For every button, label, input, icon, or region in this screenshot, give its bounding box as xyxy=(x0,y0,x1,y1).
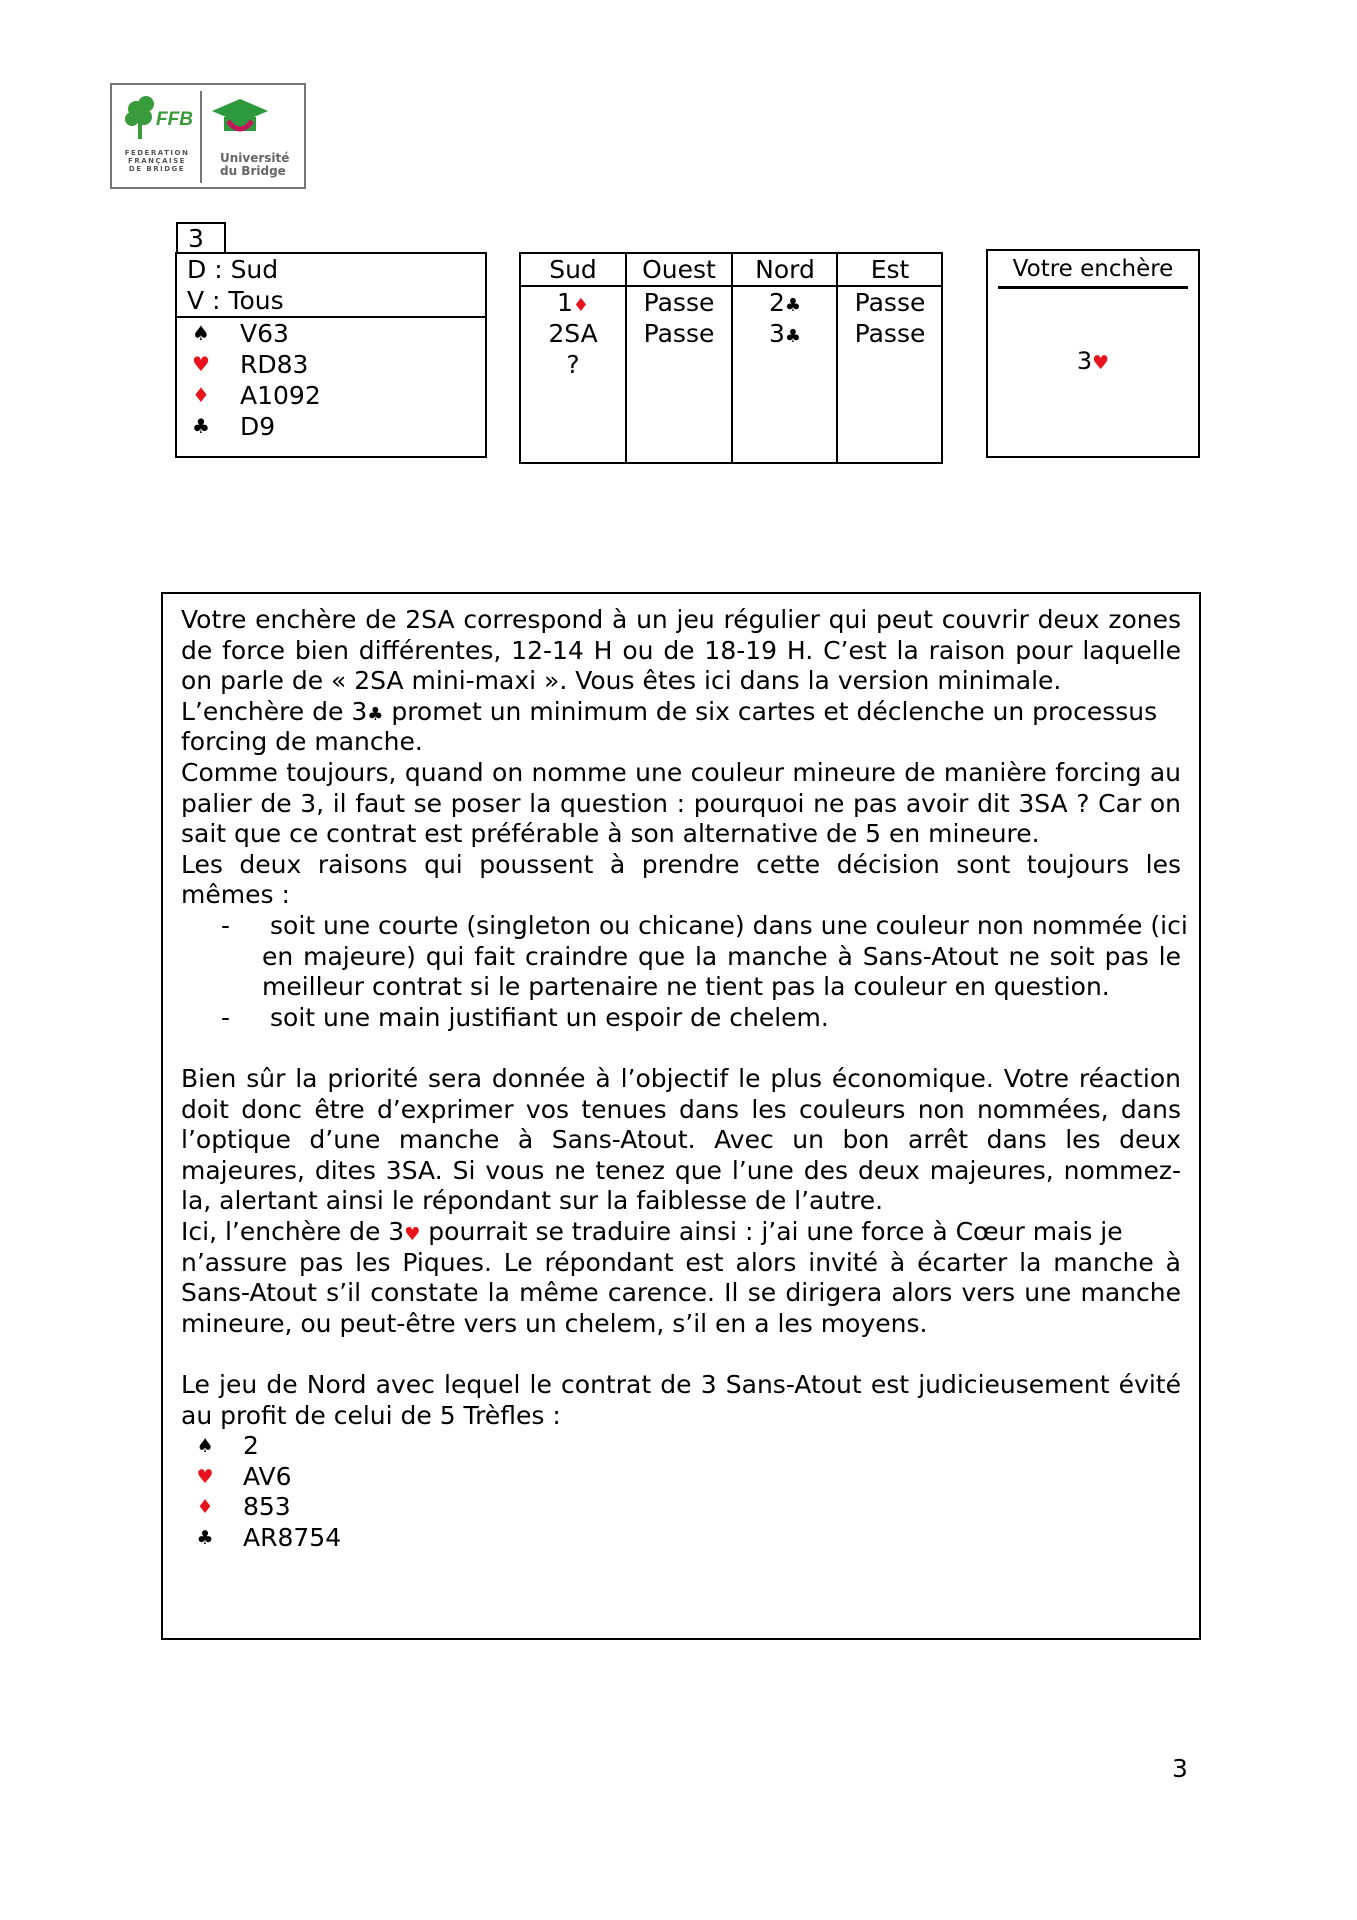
ffb-initials: FFB xyxy=(156,109,193,130)
diamond-icon: ♦ xyxy=(572,295,590,316)
club-icon: ♣ xyxy=(196,1527,214,1549)
graduation-cap-icon xyxy=(210,97,270,139)
text-line: doit donc être d’exprimer vos tenues dans les couleurs non nommées, dans xyxy=(181,1094,1181,1124)
text-line: Bien sûr la priorité sera donnée à l’objectif le plus économique. Votre réaction xyxy=(181,1064,1181,1093)
dealer: D : Sud xyxy=(187,255,279,284)
north-diamond-cards: 853 xyxy=(243,1492,291,1522)
header-ouest: Ouest xyxy=(642,255,716,284)
board-number: 3 xyxy=(176,222,226,252)
text-line: soit une main justifiant un espoir de chelem. xyxy=(270,1002,829,1032)
header-sud: Sud xyxy=(549,255,597,284)
north-club-cards: AR8754 xyxy=(243,1523,342,1552)
diamond-icon: ♦ xyxy=(192,383,210,407)
text-line: de force bien différentes, 12-14 H ou de 18-19 H. C’est la raison pour laquelle xyxy=(181,635,1181,665)
text-line: Les deux raisons qui poussent à prendre cette décision sont toujours les xyxy=(181,849,1181,879)
spade-icon: ♠ xyxy=(196,1435,214,1458)
north-heart-cards: AV6 xyxy=(243,1461,292,1491)
text-line: Comme toujours, quand on nomme une couleur mineure de manière forcing au xyxy=(181,758,1181,787)
text-line: Ici, l’enchère de 3♥ pourrait se traduire ainsi : j’ai une force à Cœur mais je xyxy=(181,1217,1123,1246)
header-nord: Nord xyxy=(755,255,815,284)
header-est: Est xyxy=(870,255,910,284)
club-icon: ♣ xyxy=(784,326,802,347)
text-line: au profit de celui de 5 Trèfles : xyxy=(181,1400,561,1430)
club-icon: ♣ xyxy=(192,414,210,438)
vulnerability: V : Tous xyxy=(187,286,284,315)
bid-ouest-2: Passe xyxy=(643,319,715,348)
universite-name: Université du Bridge xyxy=(220,151,290,178)
logo-divider xyxy=(200,91,202,183)
commentary-box xyxy=(161,592,1201,1640)
bid-est-1: Passe xyxy=(854,288,926,317)
diamond-icon: ♦ xyxy=(196,1496,214,1519)
heart-icon: ♥ xyxy=(196,1465,214,1488)
text-line: palier de 3, il faut se poser la question : pourquoi ne pas avoir dit 3SA ? Car on xyxy=(181,788,1181,818)
text-line: mineure, ou peut-être vers un chelem, s’il en a les moyens. xyxy=(181,1308,928,1338)
spade-cards: V63 xyxy=(240,319,289,348)
heart-cards: RD83 xyxy=(240,350,309,379)
south-hand-box xyxy=(175,252,487,458)
text-line: Sans-Atout s’il constate la même carence. Il se dirigera alors vers une manche xyxy=(181,1278,1181,1308)
text-line: en majeure) qui fait craindre que la manche à Sans-Atout ne soit pas le xyxy=(262,941,1181,971)
answer-box xyxy=(986,249,1200,458)
heart-icon: ♥ xyxy=(404,1224,421,1245)
bidding-table xyxy=(519,252,943,464)
text-line: mêmes : xyxy=(181,880,290,910)
text-line: Le jeu de Nord avec lequel le contrat de 3 Sans-Atout est judicieusement évité xyxy=(181,1370,1181,1399)
bullet-dash: - xyxy=(221,911,231,940)
bid-nord-2: 3♣ xyxy=(768,319,802,348)
text-line: Votre enchère de 2SA correspond à un jeu régulier qui peut couvrir deux zones xyxy=(181,605,1181,634)
diamond-cards: A1092 xyxy=(240,381,321,410)
text-line: majeures, dites 3SA. Si vous ne tenez que l’une des deux majeures, nommez- xyxy=(181,1155,1181,1185)
text-line: on parle de « 2SA mini-maxi ». Vous êtes ici dans la version minimale. xyxy=(181,666,1062,696)
heart-icon: ♥ xyxy=(192,352,210,376)
text-line: soit une courte (singleton ou chicane) dans une couleur non nommée (ici xyxy=(270,911,1188,940)
club-icon: ♣ xyxy=(784,295,802,316)
text-line: forcing de manche. xyxy=(181,727,423,757)
bid-sud-2: 2SA xyxy=(548,319,598,348)
hand-separator xyxy=(177,316,485,318)
club-cards: D9 xyxy=(240,412,276,441)
text-line: la, alertant ainsi le répondant sur la faiblesse de l’autre. xyxy=(181,1186,884,1216)
page-number: 3 xyxy=(1172,1754,1188,1783)
text-line: L’enchère de 3♣ promet un minimum de six cartes et déclenche un processus xyxy=(181,696,1158,726)
text-line: l’optique d’une manche à Sans-Atout. Avec un bon arrêt dans les deux xyxy=(181,1125,1181,1155)
bullet-dash: - xyxy=(221,1002,231,1032)
logo xyxy=(110,83,306,189)
answer-underline xyxy=(998,286,1188,289)
bid-sud-3: ? xyxy=(566,350,580,379)
answer-bid: 3♥ xyxy=(1076,347,1110,375)
bid-ouest-1: Passe xyxy=(643,288,715,317)
bid-nord-1: 2♣ xyxy=(768,288,802,317)
answer-title: Votre enchère xyxy=(1012,256,1174,282)
spade-icon: ♠ xyxy=(192,321,210,345)
text-line: n’assure pas les Piques. Le répondant est alors invité à écarter la manche à xyxy=(181,1247,1181,1277)
bid-est-2: Passe xyxy=(854,319,926,348)
ffb-tree-icon xyxy=(122,95,196,141)
club-icon: ♣ xyxy=(367,703,384,725)
text-line: meilleur contrat si le partenaire ne tient pas la couleur en question. xyxy=(262,972,1110,1002)
north-spade-cards: 2 xyxy=(243,1431,259,1461)
ffb-name: FEDERATION FRANÇAISE DE BRIDGE xyxy=(124,149,190,173)
bid-sud-1: 1♦ xyxy=(556,288,590,317)
text-line: sait que ce contrat est préférable à son alternative de 5 en mineure. xyxy=(181,819,1040,849)
heart-icon: ♥ xyxy=(1092,352,1110,374)
